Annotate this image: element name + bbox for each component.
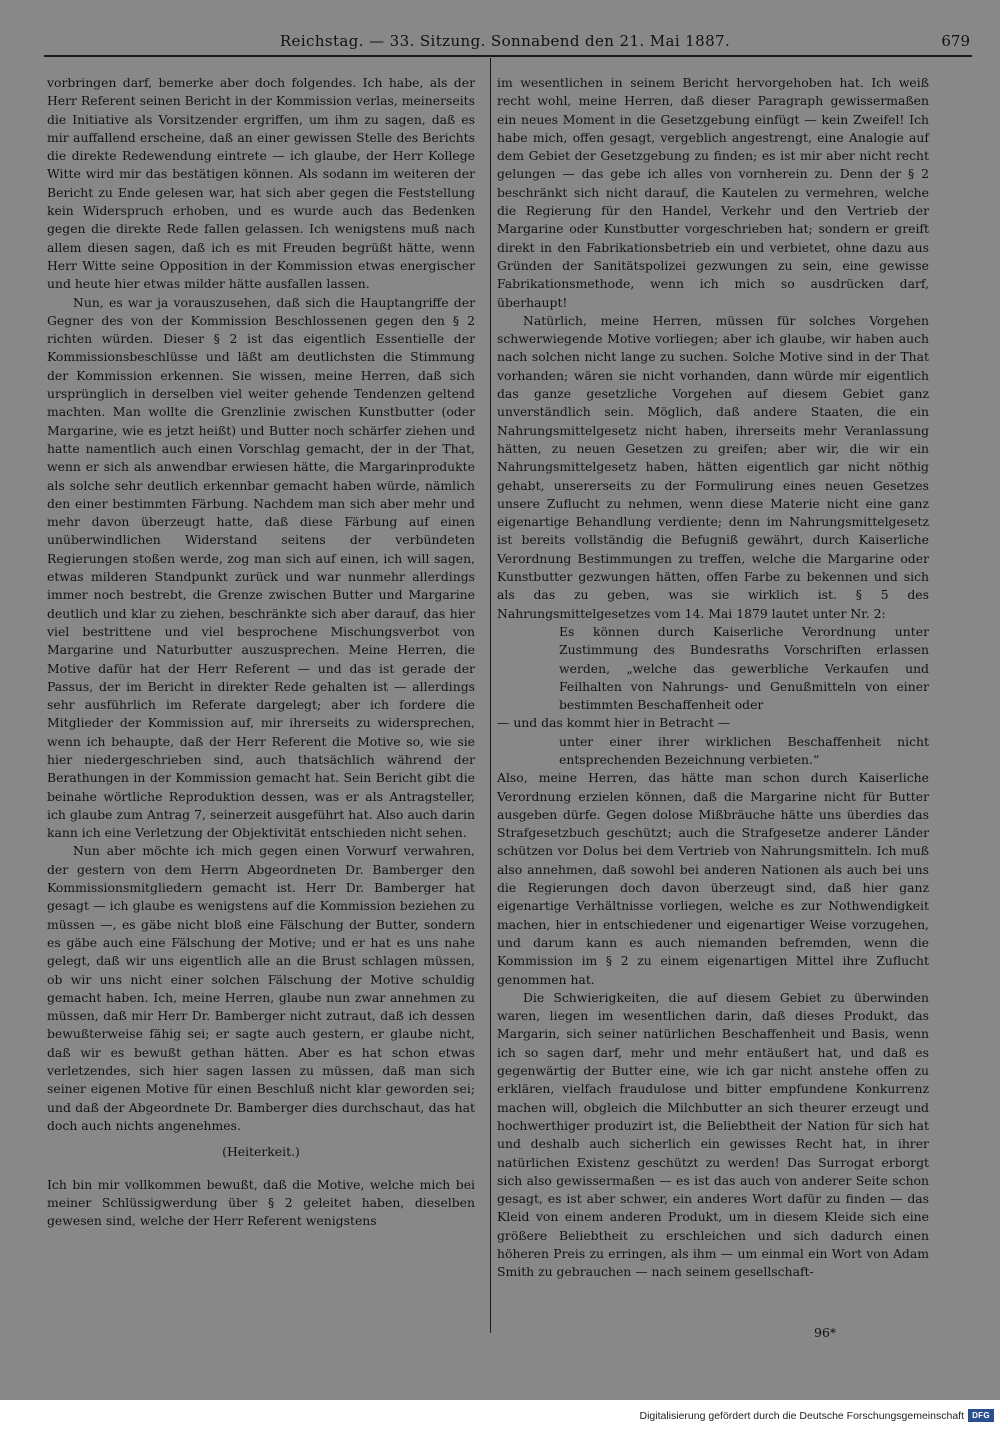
signature-mark: 96* — [814, 1325, 837, 1340]
interjection: (Heiterkeit.) — [222, 1144, 300, 1160]
header-rule — [44, 55, 972, 57]
funding-credit: Digitalisierung gefördert durch die Deutsche Forschungsgemeinschaft — [639, 1410, 964, 1422]
paragraph: — und das kommt hier in Betracht — — [497, 715, 731, 731]
legal-quote: Es können durch Kaiserliche Verordnung unter Zustimmung des Bundesraths Vorschriften erlassen werden, „welche das gewerbliche Verkaufen und Feilhalten von Nahrungs- und Genußmitteln von einer bestimmten Beschaffenheit oder — [559, 623, 929, 713]
column-divider — [490, 58, 491, 1333]
running-title: Reichstag. — 33. Sitzung. Sonnabend den 21. Mai 1887. — [279, 32, 731, 50]
legal-quote: unter einer ihrer wirklichen Beschaffenheit nicht entsprechenden Bezeichnung verbieten.“ — [559, 733, 929, 767]
page-number: 679 — [941, 32, 970, 50]
paragraph: Ich bin mir vollkommen bewußt, daß die Motive, welche mich bei meiner Schlüssigwerdung über § 2 geleitet haben, dieselben gewesen sind, welche der Herr Referent wenigstens — [47, 1176, 475, 1229]
digitization-footer — [0, 1400, 1000, 1432]
page-header — [40, 30, 970, 54]
left-column — [47, 74, 475, 1230]
paragraph: vorbringen darf, bemerke aber doch folgendes. Ich habe, als der Herr Referent seinen Bericht in der Kommission verlas, meinerseits die Initiative als Vorsitzender ergriffen, um ihm zu sagen, daß es mir auffallend erscheine, daß an einer gewissen Stelle des Berichts die direkte Redewendung eintrete — ich glaube, der Herr Kollege Witte wird mir das bestätigen können. Als sodann im weiteren der Bericht zu Ende gelesen war, hat sich aber gegen die Feststellung kein Widerspruch erhoben, und es wurde auch das Bedenken gegen die direkte Rede fallen gelassen. Ich wenigstens muß nach allem diesen sagen, daß ich es mit Freuden begrüßt hätte, wenn Herr Witte seine Opposition in der Kommission etwas energischer und heute hier etwas milder hätte ausfallen lassen. — [47, 75, 475, 292]
paragraph: Die Schwierigkeiten, die auf diesem Gebiet zu überwinden waren, liegen im wesentlichen darin, daß dieses Produkt, das Margarin, sich seiner natürlichen Beschaffenheit und Basis, wenn ich so sagen darf, mehr und mehr entäußert hat, und daß es gegenwärtig der Butter eine, wie ich gar nicht anstehe offen zu erklären, vielfach fraudulose und bitter empfundene Konkurrenz machen will, obgleich die Milchbutter an sich theurer erzeugt und hochwerthiger produzirt ist, die Beliebtheit der Nation für sich hat und deshalb auch sicherlich ein gewisses Recht hat, in ihrer natürlichen Existenz geschützt zu werden! Das Surrogat erborgt sich also gewissermaßen — es ist das auch von anderer Seite schon gesagt, es ist aber schwer, ein anderes Wort dafür zu finden — das Kleid von einem anderen Produkt, um in diesem Kleide sich eine größere Beliebtheit zu erschleichen und sich dadurch einen höheren Preis zu erringen, als ihm — um einmal ein Wort von Adam Smith zu gebrauchen — nach seinem gesellschaft- — [497, 989, 929, 1280]
paragraph: Nun aber möchte ich mich gegen einen Vorwurf verwahren, der gestern von dem Herrn Abgeordneten Dr. Bamberger den Kommissionsmitgliedern gemacht ist. Herr Dr. Bamberger hat gesagt — ich glaube es wenigstens auf die Kommission beziehen zu müssen —, es gäbe nicht bloß eine Fälschung der Butter, sondern es gäbe auch eine Fälschung der Motive; und er hat es uns nahe gelegt, daß wir uns eigentlich alle an die Brust schlagen müssen, ob wir uns nicht einer solchen Fälschung der Motive schuldig gemacht haben. Ich, meine Herren, glaube nun zwar annehmen zu müssen, daß mir Herr Dr. Bamberger nicht zutraut, daß ich dessen bewußterweise fähig sei; er sagte auch gestern, er glaube nicht, daß wir es bewußt gethan hätten. Aber es hat schon etwas verletzendes, sich hier sagen lassen zu müssen, daß man sich seiner eigenen Motive für einen Beschluß nicht klar geworden sei; und daß der Abgeordnete Dr. Bamberger dies durchschaut, das hat doch auch nichts angenehmes. — [47, 843, 475, 1133]
paragraph: im wesentlichen in seinem Bericht hervorgehoben hat. Ich weiß recht wohl, meine Herren, daß dieser Paragraph gewissermaßen ein neues Moment in die Gesetzgebung einfügt — kein Zweifel! Ich habe mich, offen gesagt, vergeblich angestrengt, eine Analogie auf dem Gebiet der Gesetzgebung zu finden; es ist mir aber nicht recht gelungen — das gebe ich alles von vornherein zu. Denn der § 2 beschränkt sich nicht darauf, die Kautelen zu vermehren, welche die Regierung für den Handel, Verkehr und den Vertrieb der Margarine oder Kunstbutter vorgeschrieben hat; sondern er greift direkt in den Fabrikationsbetrieb ein und verbietet, ohne dazu aus Gründen der Sanitätspolizei gezwungen zu sein, eine gewisse Fabrikationsmethode, wenn ich mich so ausdrücken darf, überhaupt! — [497, 75, 929, 310]
paragraph: Nun, es war ja vorauszusehen, daß sich die Hauptangriffe der Gegner des von der Kommission Beschlossenen gegen den § 2 richten würden. Dieser § 2 ist das eigentlich Essentielle der Kommissionsbeschlüsse und läßt am deutlichsten die Stimmung der Kommission erkennen. Sie wissen, meine Herren, daß sich ursprünglich in derselben viel weiter gehende Tendenzen geltend machten. Man wollte die Grenzlinie zwischen Kunstbutter (oder Margarine, wie es jetzt heißt) und Butter noch schärfer ziehen und hatte namentlich auch einen Vorschlag gemacht, der in der That, wenn er sich als anwendbar erwiesen hätte, die Margarinprodukte als solche sehr deutlich erkennbar gemacht haben würde, nämlich den einer bestimmten Färbung. Nachdem man sich aber mehr und mehr davon überzeugt hatte, daß diese Färbung auf einen unüberwindlichen Widerstand seitens der verbündeten Regierungen stoßen werde, zog man sich auf einen, ich will sagen, etwas milderen Standpunkt zurück und war nunmehr allerdings immer noch bestrebt, die Grenze zwischen Butter und Margarine deutlich und klar zu ziehen, beschränkte sich aber darauf, das hier viel bestrittene und viel besprochene Mischungsverbot von Margarine und Naturbutter auszusprechen. Meine Herren, die Motive dafür hat der Herr Referent — und das ist gerade der Passus, der im Bericht in direkter Rede gehalten ist — allerdings sehr ausführlich im Referate dargelegt; aber ich fordere die Mitglieder der Kommission auf, mir ihrerseits zu widersprechen, wenn ich behaupte, daß der Herr Referent die Motive so, wie sie hier niedergeschrieben sind, auch thatsächlich während der Berathungen in der Kommission gemacht hat. Sein Bericht gibt die beinahe wörtliche Reproduktion dessen, was er als Antragsteller, ich glaube zum Antrag 7, seinerzeit ausgeführt hat. Also auch darin kann ich eine Verletzung der Objektivität entschieden nicht sehen. — [47, 294, 475, 841]
dfg-logo: DFG — [968, 1409, 994, 1422]
paragraph: Also, meine Herren, das hätte man schon durch Kaiserliche Verordnung erzielen können, daß die Margarine nicht für Butter ausgeben dürfe. Gegen dolose Mißbräuche hätte uns überdies das Strafgesetzbuch geschützt; auch die Strafgesetze anderer Länder schützen vor Dolus bei dem Vertrieb von Nahrungsmitteln. Ich muß also annehmen, daß sowohl bei anderen Nationen als auch bei uns die Regierungen doch davon überzeugt sind, daß hier ganz eigenartige Verhältnisse vorliegen, welche es zur Nothwendigkeit machen, hier in entschiedener und eigenartiger Weise vorzugehen, und darum kann es auch niemanden befremden, wenn die Kommission im § 2 zu einem eigenartigen Mittel ihre Zuflucht genommen hat. — [497, 770, 929, 987]
paragraph: Natürlich, meine Herren, müssen für solches Vorgehen schwerwiegende Motive vorliegen; aber ich glaube, wir haben auch nach solchen nicht lange zu suchen. Solche Motive sind in der That vorhanden; wären sie nicht vorhanden, dann würde mir eigentlich das ganze gesetzliche Vorgehen auf diesem Gebiet ganz unverständlich sein. Möglich, daß andere Staaten, die ein Nahrungsmittelgesetz nicht haben, ihrerseits mehr Veranlassung hätten, zu neuen Gesetzen zu greifen; aber wir, die wir ein Nahrungsmittelgesetz haben, hätten eigentlich gar nicht nöthig gehabt, unsererseits zu der Formulirung eines neuen Gesetzes unsere Zuflucht zu nehmen, wenn diese Materie nicht eine ganz eigenartige Behandlung verdiente; denn im Nahrungsmittelgesetz ist bereits vollständig die Befugniß gewährt, durch Kaiserliche Verordnung Bestimmungen zu treffen, welche die Margarine oder Kunstbutter gezwungen hätten, offen Farbe zu bekennen und sich als das zu geben, was sie wirklich ist. § 5 des Nahrungsmittelgesetzes vom 14. Mai 1879 lautet unter Nr. 2: — [497, 312, 929, 621]
right-column — [497, 74, 929, 1282]
